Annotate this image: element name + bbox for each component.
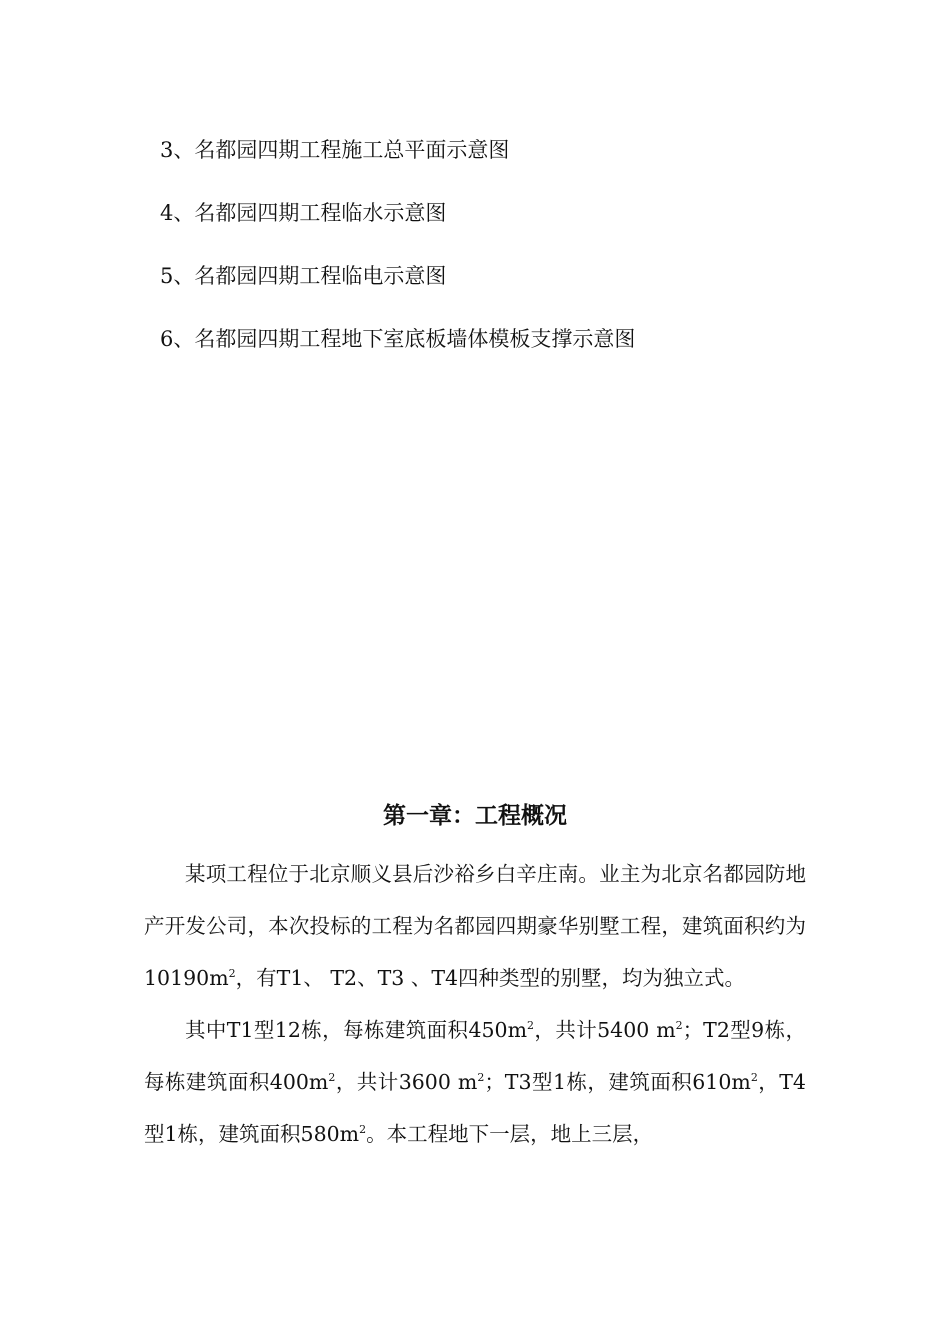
drawing-list-item: 6、名都园四期工程地下室底板墙体模板支撑示意图 xyxy=(160,327,636,351)
chapter-body xyxy=(144,848,806,1160)
paragraph-text: ；T3型1栋，建筑面积610m xyxy=(484,1070,751,1094)
superscript: 2 xyxy=(328,1071,336,1084)
superscript: 2 xyxy=(527,1019,535,1032)
drawing-list-item: 3、名都园四期工程施工总平面示意图 xyxy=(160,138,510,162)
drawing-list-item: 5、名都园四期工程临电示意图 xyxy=(160,264,447,288)
chapter-title: 第一章：工程概况 xyxy=(383,802,567,829)
paragraph-text: 其中T1型12栋，每栋建筑面积450m xyxy=(185,1018,528,1042)
paragraph-building-types xyxy=(144,1004,806,1160)
drawing-list xyxy=(160,134,635,386)
drawing-list-item: 4、名都园四期工程临水示意图 xyxy=(160,201,447,225)
paragraph-project-location xyxy=(144,848,806,1004)
superscript: 2 xyxy=(750,1071,758,1084)
paragraph-text: ，共计5400 m xyxy=(534,1018,676,1042)
superscript: 2 xyxy=(228,967,236,980)
paragraph-text: 某项工程位于北京顺义县后沙裕乡白辛庄南。业主为北京名都园防地产开发公司，本次投标的工程为名都园四期豪华别墅工程，建筑面积约为10190m xyxy=(144,862,806,990)
superscript: 2 xyxy=(675,1019,683,1032)
superscript: 2 xyxy=(477,1071,485,1084)
paragraph-text: ；T2型9栋，每栋建筑面积400m xyxy=(144,1018,806,1094)
paragraph-text: 。本工程地下一层，地上三层， xyxy=(366,1122,654,1146)
paragraph-text: ，有T1、 T2、T3 、T4四种类型的别墅，均为独立式。 xyxy=(235,966,746,990)
paragraph-text: ，T4型1栋，建筑面积580m xyxy=(144,1070,806,1146)
paragraph-text: ，共计3600 m xyxy=(335,1070,478,1094)
superscript: 2 xyxy=(359,1123,367,1136)
